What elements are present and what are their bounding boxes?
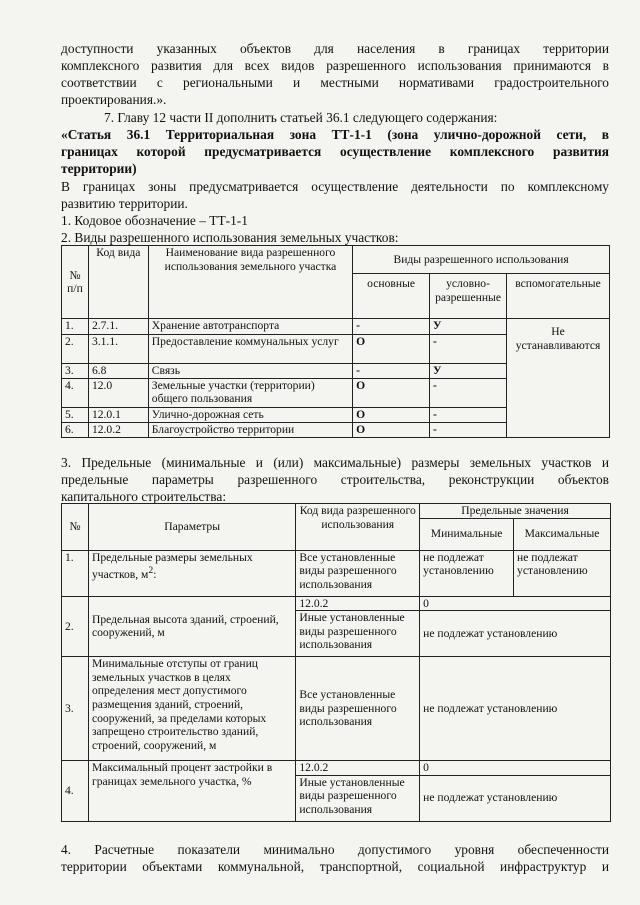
t1-header-main: основные <box>353 273 430 319</box>
t1-cell-no: 3. <box>62 363 89 378</box>
t2-cell-param: Предельная высота зданий, строений, сооружений, м <box>88 596 295 657</box>
t2-cell-no: 2. <box>62 596 89 657</box>
t1-header-name: Наименование вида разрешенного использования земельного участка <box>148 246 352 319</box>
section-3-line-3: капитального строительства: <box>61 489 227 504</box>
t1-cell-auxiliary-value: Не устанавливаются <box>507 319 610 438</box>
article-title-line-2: границах которой предусматривается осуществление комплексного развития <box>61 144 609 159</box>
t1-cell-code: 3.1.1. <box>88 334 148 363</box>
t2-cell-value: не подлежат установлению <box>420 611 611 657</box>
t1-cell-name: Хранение автотранспорта <box>148 319 352 334</box>
t2-cell-min: не подлежат установлению <box>420 550 514 596</box>
intro-line-4: проектирования.». <box>61 92 167 107</box>
t1-cell-code: 6.8 <box>88 363 148 378</box>
t1-cell-code: 12.0.1 <box>88 407 148 422</box>
item-7: 7. Главу 12 части II дополнить статьей 36.1 следующего содержания: <box>104 110 498 125</box>
section-4-line-2: территории объектами коммунальной, транспортной, социальной инфраструктур и <box>61 859 609 874</box>
t2-cell-no: 3. <box>62 657 89 761</box>
section-3-line-2: предельные параметры разрешенного строительства, реконструкции объектов <box>61 472 609 487</box>
t2-cell-param: Максимальный процент застройки в границах земельного участка, % <box>88 761 295 822</box>
t2-header-code: Код вида разрешенного использования <box>296 504 420 551</box>
t1-cell-conditional: - <box>430 334 507 363</box>
table-row <box>62 550 611 596</box>
permitted-use-table <box>61 245 610 438</box>
article-title-line-3: территории) <box>61 161 137 176</box>
t1-cell-conditional: - <box>430 422 507 437</box>
t2-cell-value: не подлежат установлению <box>420 657 611 761</box>
t2-cell-no: 1. <box>62 550 89 596</box>
t1-cell-code: 2.7.1. <box>88 319 148 334</box>
section-1: 1. Кодовое обозначение – ТТ-1-1 <box>61 213 248 228</box>
t2-cell-no: 4. <box>62 761 89 822</box>
t1-cell-main: О <box>353 334 430 363</box>
t1-cell-conditional: У <box>430 363 507 378</box>
t1-cell-code: 12.0.2 <box>88 422 148 437</box>
t1-cell-conditional: - <box>430 378 507 407</box>
article-title-line-1: «Статья 36.1 Территориальная зона ТТ-1-1 (зона улично-дорожной сети, в <box>61 127 609 142</box>
t1-header-conditional: условно-разрешенные <box>430 273 507 319</box>
table-row <box>62 596 611 611</box>
t1-cell-no: 1. <box>62 319 89 334</box>
t2-header-limits: Предельные значения <box>420 504 611 519</box>
t1-cell-main: - <box>353 363 430 378</box>
t2-cell-max: не подлежат установлению <box>514 550 611 596</box>
t1-header-no: № п/п <box>62 246 89 319</box>
t1-cell-name: Предоставление коммунальных услуг <box>148 334 352 363</box>
t1-cell-name: Земельные участки (территории) общего пользования <box>148 378 352 407</box>
t2-param-sup: 2 <box>148 565 154 577</box>
table-row <box>62 761 611 776</box>
section-3-line-1: 3. Предельные (минимальные и (или) максимальные) размеры земельных участков и <box>61 455 609 470</box>
t1-cell-main: О <box>353 422 430 437</box>
t1-cell-name: Связь <box>148 363 352 378</box>
t1-cell-name: Благоустройство территории <box>148 422 352 437</box>
t2-param-colon: : <box>153 568 157 582</box>
zone-text-line-2: развитию территории. <box>61 196 188 211</box>
t2-cell-value: не подлежат установлению <box>420 775 611 821</box>
table-row <box>62 319 610 334</box>
t1-cell-no: 5. <box>62 407 89 422</box>
intro-line-3: соответствии с региональными и местными нормативами градостроительного <box>61 75 609 90</box>
t2-header-no: № <box>62 504 89 551</box>
t1-cell-main: О <box>353 407 430 422</box>
t2-header-param: Параметры <box>88 504 295 551</box>
t2-cell-code: 12.0.2 <box>296 761 420 776</box>
table-row <box>62 657 611 761</box>
t1-cell-no: 2. <box>62 334 89 363</box>
t1-header-auxiliary: вспомогательные <box>507 273 610 319</box>
t1-cell-no: 4. <box>62 378 89 407</box>
t2-cell-param <box>88 550 295 596</box>
limits-table <box>61 503 611 822</box>
t2-param-text: Предельные размеры земельных участков, м <box>91 550 253 582</box>
t1-cell-main: - <box>353 319 430 334</box>
t2-cell-code: Иные установленные виды разрешенного использования <box>296 775 420 821</box>
t2-cell-code: Все установленные виды разрешенного использования <box>296 550 420 596</box>
t2-cell-code: Иные установленные виды разрешенного использования <box>296 611 420 657</box>
t2-cell-code: Все установленные виды разрешенного использования <box>296 657 420 761</box>
t2-cell-code: 12.0.2 <box>296 596 420 611</box>
t2-cell-value: 0 <box>420 596 611 611</box>
intro-line-2: комплексного развития для всех видов разрешенного использования принимаются в <box>61 58 609 73</box>
section-2: 2. Виды разрешенного использования земельных участков: <box>61 230 399 245</box>
t1-cell-code: 12.0 <box>88 378 148 407</box>
t2-cell-value: 0 <box>420 761 611 776</box>
t1-header-code: Код вида <box>88 246 148 319</box>
zone-text-line-1: В границах зоны предусматривается осуществление деятельности по комплексному <box>61 179 609 194</box>
t2-header-min: Минимальные <box>420 518 514 550</box>
t1-cell-no: 6. <box>62 422 89 437</box>
t2-header-max: Максимальные <box>514 518 611 550</box>
t1-header-group: Виды разрешенного использования <box>353 246 610 274</box>
intro-line-1: доступности указанных объектов для населения в границах территории <box>61 41 609 56</box>
t2-cell-param: Минимальные отступы от границ земельных участков в целях определения мест допустимого размещения зданий, строений, сооружений, за пределами которых запрещено строительство зданий, строений, сооружений, м <box>88 657 295 761</box>
t1-cell-conditional: - <box>430 407 507 422</box>
t1-cell-main: О <box>353 378 430 407</box>
t1-cell-conditional: У <box>430 319 507 334</box>
section-4-line-1: 4. Расчетные показатели минимально допустимого уровня обеспеченности <box>61 842 609 857</box>
t1-cell-name: Улично-дорожная сеть <box>148 407 352 422</box>
